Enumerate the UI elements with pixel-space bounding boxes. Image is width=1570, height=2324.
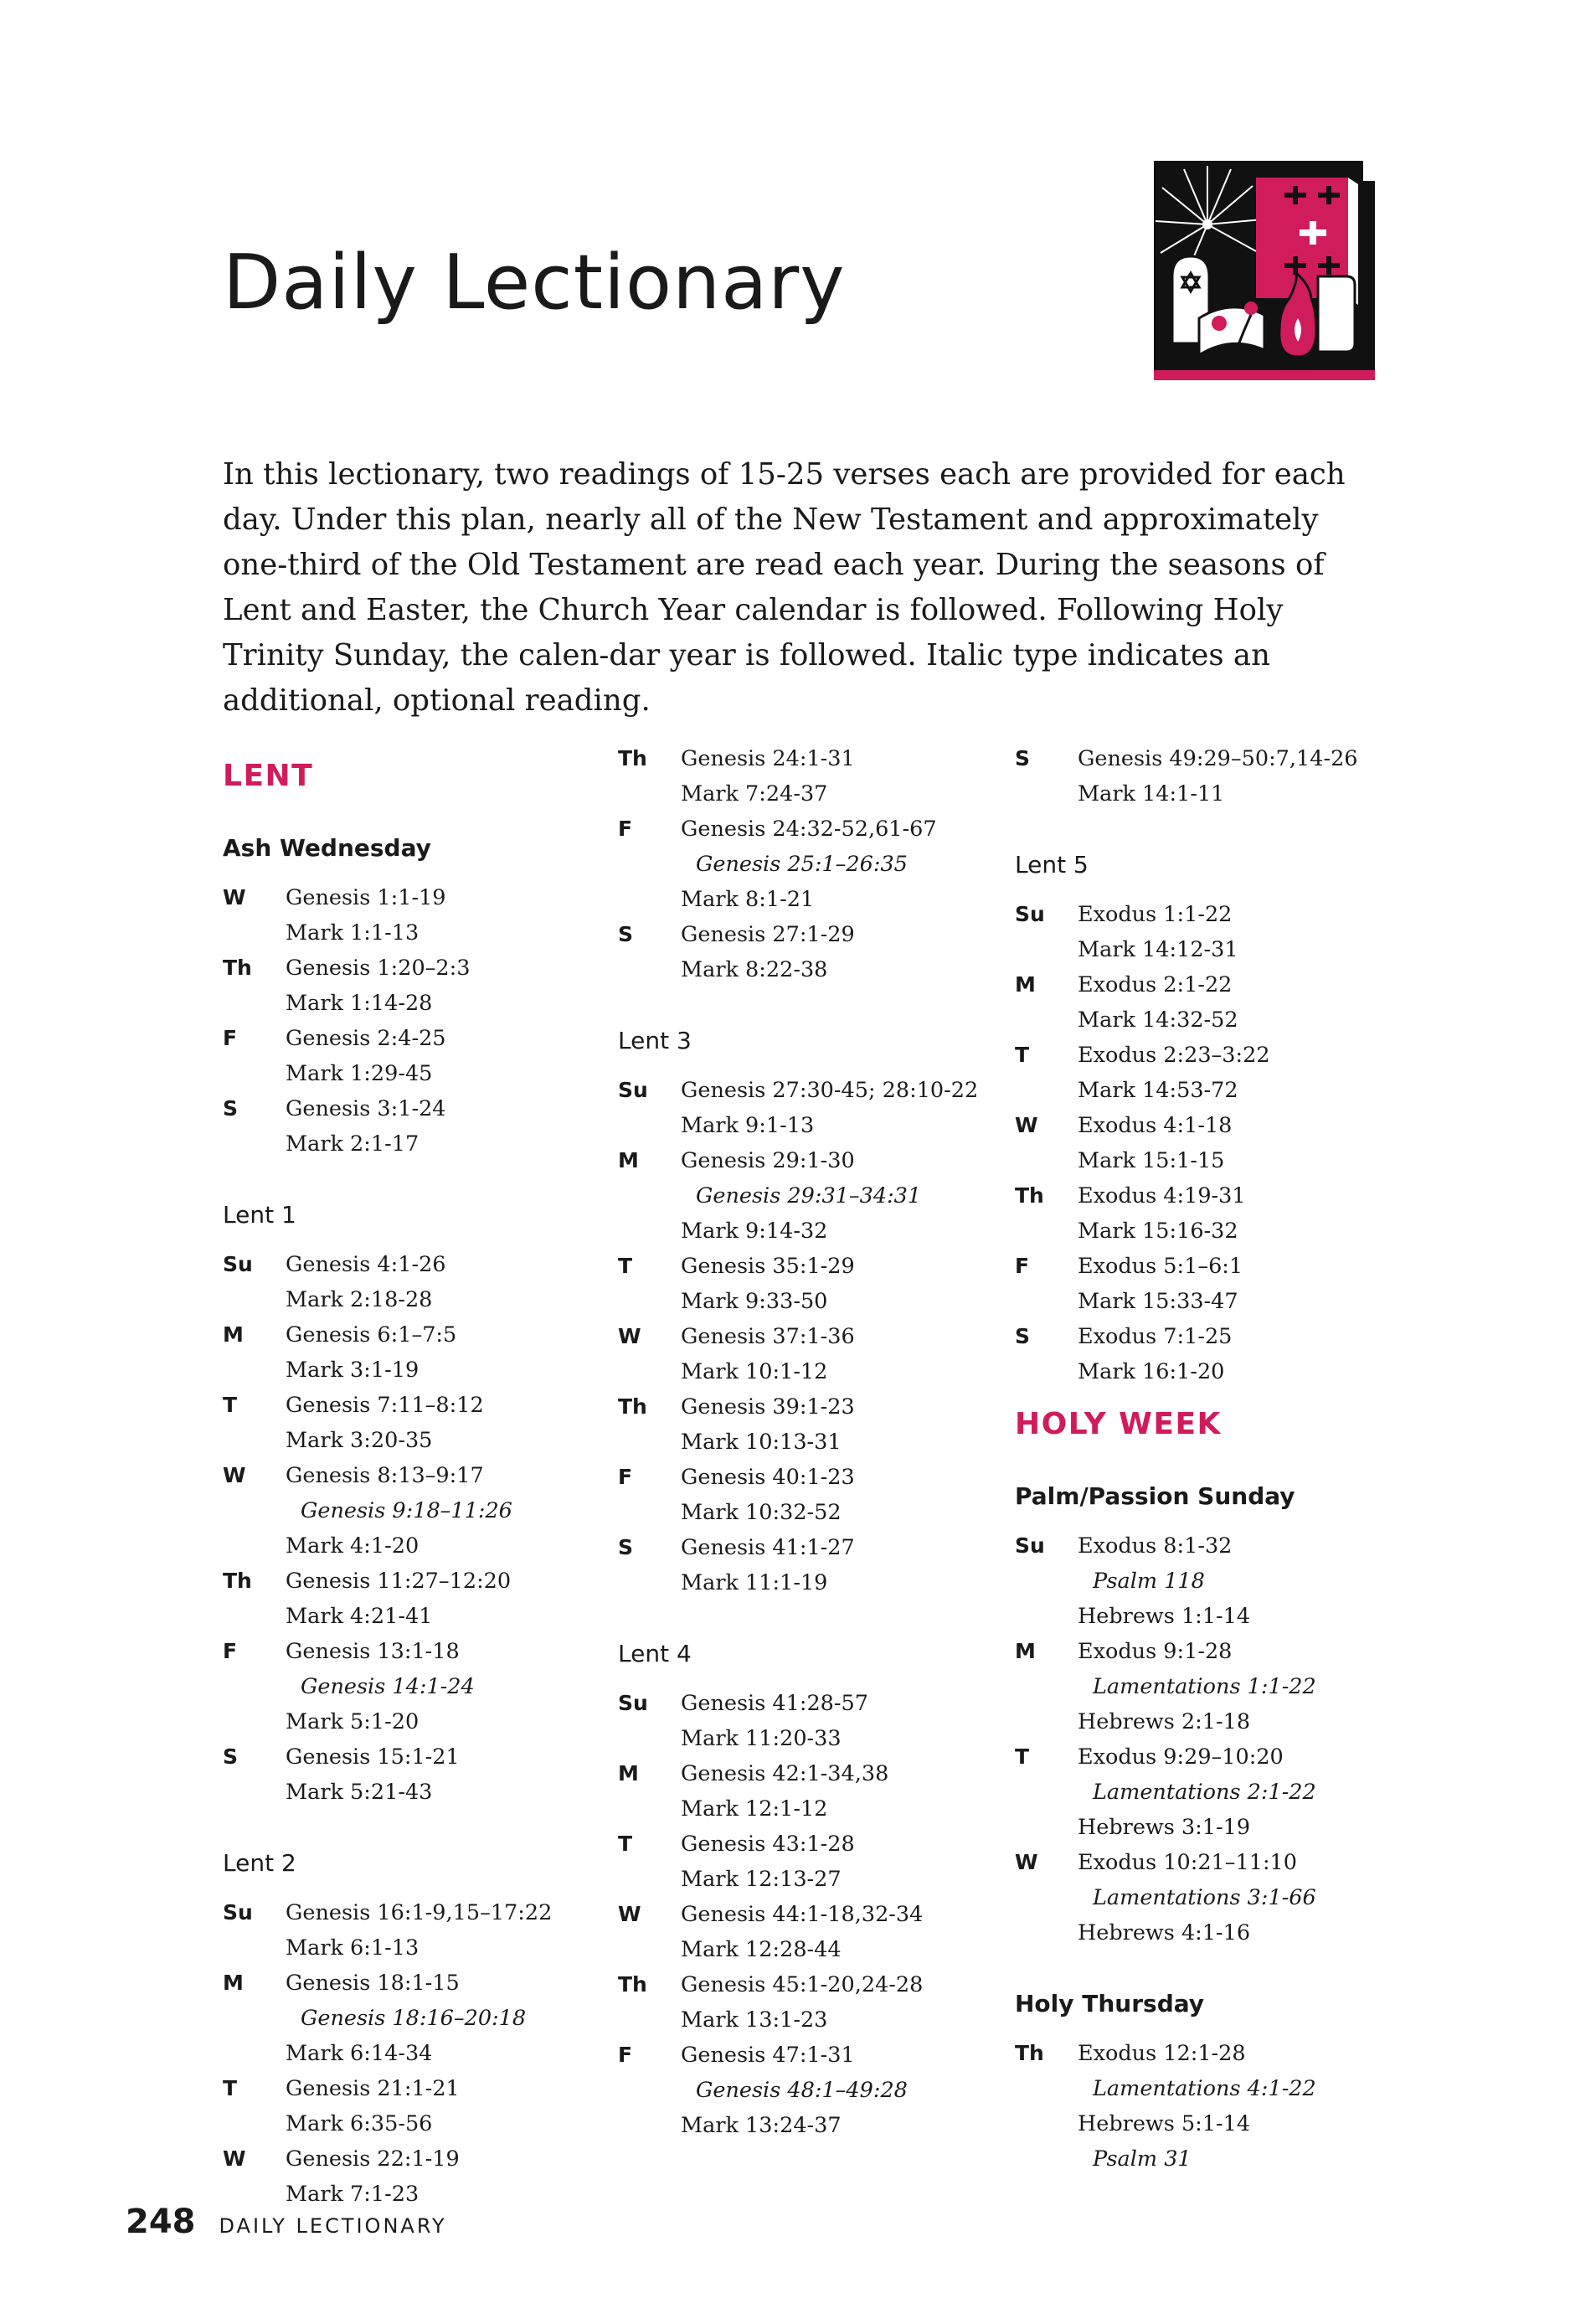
- day-entry: [618, 1967, 1003, 2038]
- day-abbreviation: M: [618, 1761, 639, 1786]
- day-entry: [223, 1564, 608, 1634]
- day-entry: [223, 1634, 608, 1739]
- readings-list: [1078, 1739, 1400, 1845]
- day-abbreviation: S: [618, 922, 634, 946]
- worship-objects-icon: [1139, 151, 1382, 402]
- readings-list: [1078, 1249, 1400, 1319]
- week-heading: Lent 1: [223, 1201, 296, 1229]
- reading: Exodus 10:21–11:10: [1078, 1850, 1298, 1875]
- reading: Mark 14:53-72: [1078, 1078, 1238, 1103]
- week-heading: Lent 3: [618, 1027, 692, 1054]
- optional-reading: Genesis 9:18–11:26: [301, 1498, 512, 1523]
- readings-list: [681, 1686, 1003, 1756]
- running-head: DAILY LECTIONARY: [219, 2214, 447, 2238]
- reading: Mark 3:20-35: [286, 1428, 433, 1453]
- day-entry: [1015, 967, 1400, 1038]
- day-entry: [618, 741, 1003, 812]
- reading: Mark 4:21-41: [286, 1604, 433, 1629]
- reading: Genesis 22:1-19: [286, 2146, 460, 2172]
- reading: Exodus 7:1-25: [1078, 1324, 1233, 1349]
- readings-list: [681, 741, 1003, 812]
- day-entry: [1015, 1178, 1400, 1249]
- day-entry: [1015, 1634, 1400, 1739]
- reading: Genesis 18:1-15: [286, 1971, 460, 1996]
- reading: Exodus 9:29–10:20: [1078, 1744, 1284, 1770]
- reading: Mark 1:1-13: [286, 920, 420, 946]
- reading: Mark 14:12-31: [1078, 937, 1238, 962]
- reading: Mark 8:1-21: [681, 887, 815, 912]
- reading: Genesis 4:1-26: [286, 1252, 446, 1277]
- day-abbreviation: W: [618, 1902, 641, 1926]
- day-entry: [223, 880, 608, 951]
- reading: Genesis 39:1-23: [681, 1394, 855, 1420]
- reading: Mark 15:33-47: [1078, 1289, 1238, 1314]
- optional-reading: Genesis 48:1–49:28: [696, 2078, 908, 2103]
- day-entry: [1015, 1739, 1400, 1845]
- day-entry: [1015, 1038, 1400, 1108]
- readings-list: [286, 1564, 608, 1634]
- reading: Genesis 27:30-45; 28:10-22: [681, 1078, 979, 1103]
- optional-reading: Psalm 31: [1093, 2146, 1192, 2172]
- day-abbreviation: T: [223, 2076, 238, 2100]
- reading: Mark 13:1-23: [681, 2007, 828, 2033]
- optional-reading: Lamentations 1:1-22: [1093, 1674, 1316, 1699]
- day-abbreviation: F: [1015, 1254, 1030, 1278]
- day-entry: [618, 1143, 1003, 1249]
- day-abbreviation: Su: [618, 1078, 648, 1102]
- page-footer: [126, 2203, 447, 2241]
- readings-list: [681, 2038, 1003, 2143]
- page-title: Daily Lectionary: [223, 239, 846, 327]
- reading: Genesis 13:1-18: [286, 1639, 460, 1664]
- reading: Mark 9:1-13: [681, 1113, 815, 1138]
- day-abbreviation: Su: [618, 1691, 648, 1715]
- day-entry: [618, 1249, 1003, 1319]
- reading: Mark 15:1-15: [1078, 1148, 1225, 1173]
- day-abbreviation: F: [618, 817, 633, 841]
- day-abbreviation: M: [1015, 972, 1036, 997]
- reading: Exodus 1:1-22: [1078, 902, 1233, 927]
- reading: Genesis 42:1-34,38: [681, 1761, 889, 1786]
- reading: Mark 2:1-17: [286, 1131, 420, 1157]
- day-abbreviation: M: [223, 1971, 244, 1995]
- reading: Mark 11:1-19: [681, 1570, 828, 1595]
- reading: Genesis 8:13–9:17: [286, 1463, 484, 1488]
- day-entry: [618, 1530, 1003, 1600]
- day-entry: [1015, 1249, 1400, 1319]
- optional-reading: Lamentations 3:1-66: [1093, 1885, 1316, 1910]
- day-abbreviation: Th: [618, 1394, 647, 1419]
- readings-list: [1078, 1319, 1400, 1389]
- day-entry: [223, 2141, 608, 2212]
- reading: Mark 10:32-52: [681, 1500, 842, 1525]
- day-abbreviation: F: [618, 2043, 633, 2067]
- day-entry: [618, 1827, 1003, 1897]
- day-entry: [1015, 897, 1400, 967]
- day-entry: [618, 1897, 1003, 1967]
- readings-list: [286, 1458, 608, 1564]
- reading: Exodus 9:1-28: [1078, 1639, 1233, 1664]
- day-abbreviation: M: [223, 1322, 244, 1347]
- day-abbreviation: Th: [223, 956, 252, 980]
- reading: Genesis 6:1–7:5: [286, 1322, 457, 1348]
- reading: Mark 5:1-20: [286, 1709, 420, 1734]
- readings-list: [681, 1460, 1003, 1530]
- day-entry: [223, 1317, 608, 1388]
- reading: Genesis 29:1-30: [681, 1148, 855, 1173]
- reading: Genesis 47:1-31: [681, 2043, 855, 2068]
- day-entry: [1015, 1528, 1400, 1634]
- reading: Mark 1:14-28: [286, 991, 433, 1016]
- readings-list: [1078, 1038, 1400, 1108]
- page-number: 248: [126, 2203, 196, 2241]
- reading: Exodus 2:1-22: [1078, 972, 1233, 997]
- day-abbreviation: Su: [223, 1900, 253, 1925]
- reading: Mark 7:24-37: [681, 781, 828, 806]
- day-entry: [223, 951, 608, 1021]
- reading: Genesis 15:1-21: [286, 1744, 460, 1770]
- day-abbreviation: S: [1015, 1324, 1031, 1348]
- week-heading: Holy Thursday: [1015, 1990, 1205, 2017]
- reading: Genesis 3:1-24: [286, 1096, 446, 1121]
- optional-reading: Genesis 18:16–20:18: [301, 2006, 527, 2031]
- day-abbreviation: Th: [223, 1569, 252, 1593]
- day-entry: [223, 1895, 608, 1966]
- reading: Hebrews 4:1-16: [1078, 1920, 1251, 1945]
- reading: Genesis 49:29–50:7,14-26: [1078, 746, 1358, 771]
- readings-list: [286, 1895, 608, 1966]
- reading: Genesis 2:4-25: [286, 1026, 446, 1051]
- reading: Hebrews 1:1-14: [1078, 1604, 1251, 1629]
- day-entry: [223, 1458, 608, 1564]
- reading: Mark 12:1-12: [681, 1796, 828, 1822]
- readings-list: [286, 2141, 608, 2212]
- reading: Genesis 45:1-20,24-28: [681, 1972, 924, 1997]
- reading: Mark 16:1-20: [1078, 1359, 1225, 1384]
- reading: Exodus 2:23–3:22: [1078, 1043, 1270, 1068]
- reading: Exodus 4:19-31: [1078, 1183, 1246, 1208]
- day-abbreviation: W: [223, 885, 246, 910]
- day-abbreviation: F: [223, 1639, 238, 1663]
- lectionary-column-3: [1015, 741, 1400, 2177]
- day-entry: [1015, 2036, 1400, 2177]
- reading: Genesis 7:11–8:12: [286, 1393, 484, 1418]
- day-abbreviation: T: [618, 1254, 633, 1278]
- readings-list: [286, 1091, 608, 1162]
- readings-list: [286, 1317, 608, 1388]
- readings-list: [681, 917, 1003, 987]
- readings-list: [286, 880, 608, 951]
- day-entry: [223, 1091, 608, 1162]
- day-entry: [223, 1388, 608, 1458]
- day-abbreviation: Th: [618, 746, 647, 770]
- reading: Genesis 1:1-19: [286, 885, 446, 910]
- reading: Mark 6:1-13: [286, 1935, 420, 1961]
- readings-list: [1078, 1634, 1400, 1739]
- day-entry: [223, 1021, 608, 1091]
- day-abbreviation: Th: [1015, 1183, 1044, 1208]
- optional-reading: Lamentations 2:1-22: [1093, 1780, 1316, 1805]
- reading: Mark 15:16-32: [1078, 1219, 1238, 1244]
- week-heading: Ash Wednesday: [223, 834, 431, 862]
- day-entry: [223, 2071, 608, 2141]
- optional-reading: Psalm 118: [1093, 1569, 1205, 1594]
- optional-reading: Lamentations 4:1-22: [1093, 2076, 1316, 2101]
- reading: Mark 6:35-56: [286, 2111, 433, 2136]
- reading: Mark 14:1-11: [1078, 781, 1225, 806]
- readings-list: [1078, 1178, 1400, 1249]
- readings-list: [681, 1897, 1003, 1967]
- reading: Genesis 43:1-28: [681, 1832, 855, 1857]
- day-entry: [618, 1389, 1003, 1460]
- reading: Genesis 24:32-52,61-67: [681, 817, 937, 842]
- day-abbreviation: W: [1015, 1850, 1038, 1874]
- season-heading: HOLY WEEK: [1015, 1407, 1222, 1441]
- reading: Genesis 40:1-23: [681, 1465, 855, 1490]
- lectionary-column-1: [223, 741, 608, 2212]
- readings-list: [1078, 1845, 1400, 1950]
- readings-list: [681, 1389, 1003, 1460]
- readings-list: [1078, 897, 1400, 967]
- day-entry: [1015, 1108, 1400, 1178]
- readings-list: [681, 812, 1003, 917]
- day-entry: [223, 1966, 608, 2071]
- reading: Genesis 27:1-29: [681, 922, 855, 947]
- readings-list: [286, 2071, 608, 2141]
- optional-reading: Genesis 25:1–26:35: [696, 852, 908, 877]
- week-heading: Lent 5: [1015, 851, 1089, 879]
- day-entry: [618, 1319, 1003, 1389]
- reading: Genesis 16:1-9,15–17:22: [286, 1900, 553, 1925]
- readings-list: [286, 1634, 608, 1739]
- day-abbreviation: S: [223, 1096, 239, 1121]
- readings-list: [681, 1249, 1003, 1319]
- day-abbreviation: T: [223, 1393, 238, 1417]
- day-abbreviation: T: [1015, 1744, 1030, 1769]
- day-entry: [618, 812, 1003, 917]
- week-heading: Palm/Passion Sunday: [1015, 1482, 1295, 1510]
- reading: Mark 11:20-33: [681, 1726, 842, 1751]
- readings-list: [681, 1530, 1003, 1600]
- readings-list: [1078, 1108, 1400, 1178]
- reading: Genesis 37:1-36: [681, 1324, 855, 1349]
- lectionary-column-2: [618, 741, 1003, 2143]
- reading: Genesis 35:1-29: [681, 1254, 855, 1279]
- reading: Mark 9:14-32: [681, 1219, 828, 1244]
- reading: Exodus 12:1-28: [1078, 2041, 1246, 2066]
- reading: Genesis 11:27–12:20: [286, 1569, 512, 1594]
- reading: Mark 1:29-45: [286, 1061, 433, 1086]
- reading: Exodus 4:1-18: [1078, 1113, 1233, 1138]
- day-abbreviation: W: [223, 2146, 246, 2171]
- reading: Mark 9:33-50: [681, 1289, 828, 1314]
- day-abbreviation: M: [1015, 1639, 1036, 1663]
- day-abbreviation: W: [1015, 1113, 1038, 1137]
- readings-list: [681, 1073, 1003, 1143]
- readings-list: [1078, 2036, 1400, 2177]
- day-entry: [618, 1460, 1003, 1530]
- reading: Genesis 24:1-31: [681, 746, 855, 771]
- day-abbreviation: F: [618, 1465, 633, 1489]
- reading: Hebrews 5:1-14: [1078, 2111, 1251, 2136]
- reading: Exodus 5:1–6:1: [1078, 1254, 1243, 1279]
- reading: Genesis 21:1-21: [286, 2076, 460, 2101]
- readings-list: [286, 1739, 608, 1810]
- readings-list: [286, 1966, 608, 2071]
- readings-list: [681, 1756, 1003, 1827]
- day-entry: [223, 1247, 608, 1317]
- intro-paragraph: In this lectionary, two readings of 15-25 verses each are provided for each day. Under this plan, nearly all of the New Testament and approximately one-third of the Old Testament are read each year. During the seasons of Lent and Easter, the Church Year calendar is followed. Following Holy Trinity Sunday, the calen-dar year is followed. Italic type indicates an additional, optional reading.: [223, 457, 1346, 718]
- day-abbreviation: F: [223, 1026, 238, 1050]
- day-entry: [618, 1686, 1003, 1756]
- reading: Mark 4:1-20: [286, 1533, 420, 1559]
- day-abbreviation: W: [223, 1463, 246, 1487]
- reading: Mark 2:18-28: [286, 1287, 433, 1312]
- optional-reading: Genesis 29:31–34:31: [696, 1183, 922, 1208]
- reading: Mark 10:13-31: [681, 1430, 842, 1455]
- day-abbreviation: W: [618, 1324, 641, 1348]
- day-entry: [618, 1756, 1003, 1827]
- day-entry: [223, 1739, 608, 1810]
- readings-list: [1078, 741, 1400, 812]
- readings-list: [286, 951, 608, 1021]
- reading: Hebrews 3:1-19: [1078, 1815, 1251, 1840]
- day-abbreviation: S: [223, 1744, 239, 1769]
- day-entry: [618, 917, 1003, 987]
- reading: Mark 3:1-19: [286, 1358, 420, 1383]
- day-abbreviation: S: [1015, 746, 1031, 770]
- day-entry: [618, 2038, 1003, 2143]
- reading: Exodus 8:1-32: [1078, 1533, 1233, 1559]
- reading: Genesis 1:20–2:3: [286, 956, 471, 981]
- readings-list: [681, 1827, 1003, 1897]
- reading: Genesis 41:1-27: [681, 1535, 855, 1560]
- readings-list: [286, 1021, 608, 1091]
- day-abbreviation: Su: [223, 1252, 253, 1276]
- readings-list: [681, 1967, 1003, 2038]
- readings-list: [1078, 967, 1400, 1038]
- day-abbreviation: Th: [1015, 2041, 1044, 2065]
- reading: Mark 7:1-23: [286, 2182, 420, 2207]
- reading: Mark 12:13-27: [681, 1867, 842, 1892]
- reading: Genesis 44:1-18,32-34: [681, 1902, 924, 1927]
- day-entry: [1015, 1845, 1400, 1950]
- reading: Hebrews 2:1-18: [1078, 1709, 1251, 1734]
- day-abbreviation: S: [618, 1535, 634, 1559]
- readings-list: [1078, 1528, 1400, 1634]
- reading: Mark 5:21-43: [286, 1780, 433, 1805]
- day-abbreviation: T: [618, 1832, 633, 1856]
- day-abbreviation: Su: [1015, 902, 1045, 926]
- readings-list: [681, 1143, 1003, 1249]
- reading: Mark 10:1-12: [681, 1359, 828, 1384]
- reading: Mark 6:14-34: [286, 2041, 433, 2066]
- readings-list: [286, 1247, 608, 1317]
- day-entry: [1015, 741, 1400, 812]
- day-abbreviation: Th: [618, 1972, 647, 1997]
- day-abbreviation: T: [1015, 1043, 1030, 1067]
- readings-list: [681, 1319, 1003, 1389]
- optional-reading: Genesis 14:1-24: [301, 1674, 475, 1699]
- season-heading: LENT: [223, 759, 314, 793]
- reading: Mark 8:22-38: [681, 957, 828, 982]
- day-entry: [1015, 1319, 1400, 1389]
- reading: Mark 13:24-37: [681, 2113, 842, 2138]
- reading: Mark 12:28-44: [681, 1937, 842, 1962]
- reading: Mark 14:32-52: [1078, 1007, 1238, 1033]
- readings-list: [286, 1388, 608, 1458]
- week-heading: Lent 4: [618, 1640, 692, 1667]
- reading: Genesis 41:28-57: [681, 1691, 868, 1716]
- day-entry: [618, 1073, 1003, 1143]
- week-heading: Lent 2: [223, 1849, 296, 1877]
- day-abbreviation: M: [618, 1148, 639, 1172]
- day-abbreviation: Su: [1015, 1533, 1045, 1558]
